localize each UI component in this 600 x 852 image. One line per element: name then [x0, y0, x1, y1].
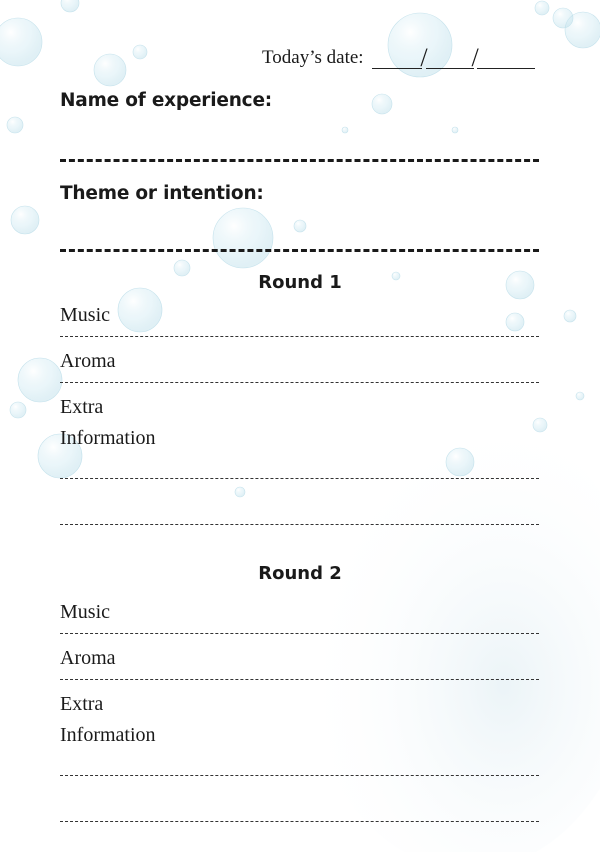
round-2-title: Round 2 [258, 563, 342, 584]
round-1-extra-line-2[interactable] [60, 524, 539, 525]
round-1-aroma-line[interactable] [60, 382, 539, 383]
round-1-aroma-label: Aroma [60, 350, 116, 372]
theme-or-intention-label: Theme or intention: [60, 183, 264, 204]
day-blank[interactable] [372, 50, 422, 69]
round-1-music-label: Music [60, 304, 110, 326]
round-2-extra-line-1[interactable] [60, 775, 539, 776]
round-2-aroma-line[interactable] [60, 679, 539, 680]
name-of-experience-line[interactable] [60, 159, 539, 162]
round-2-aroma-label: Aroma [60, 647, 116, 669]
round-2-extra-line-2[interactable] [60, 821, 539, 822]
date-separator: / [471, 43, 479, 72]
theme-or-intention-line[interactable] [60, 249, 539, 252]
date-label: Today’s date: [262, 47, 364, 68]
round-2-extra-label: Extra [60, 693, 104, 715]
round-1-extra-line-1[interactable] [60, 478, 539, 479]
month-blank[interactable] [426, 50, 474, 69]
year-blank[interactable] [477, 50, 535, 69]
name-of-experience-label: Name of experience: [60, 90, 272, 111]
round-2-music-label: Music [60, 601, 110, 623]
round-1-title: Round 1 [258, 272, 342, 293]
round-1-extra-label: Extra [60, 396, 104, 418]
round-2-music-line[interactable] [60, 633, 539, 634]
round-1-information-label: Information [60, 427, 156, 449]
round-1-music-line[interactable] [60, 336, 539, 337]
date-separator: / [420, 43, 428, 72]
round-2-information-label: Information [60, 724, 156, 746]
date-row [262, 43, 535, 72]
